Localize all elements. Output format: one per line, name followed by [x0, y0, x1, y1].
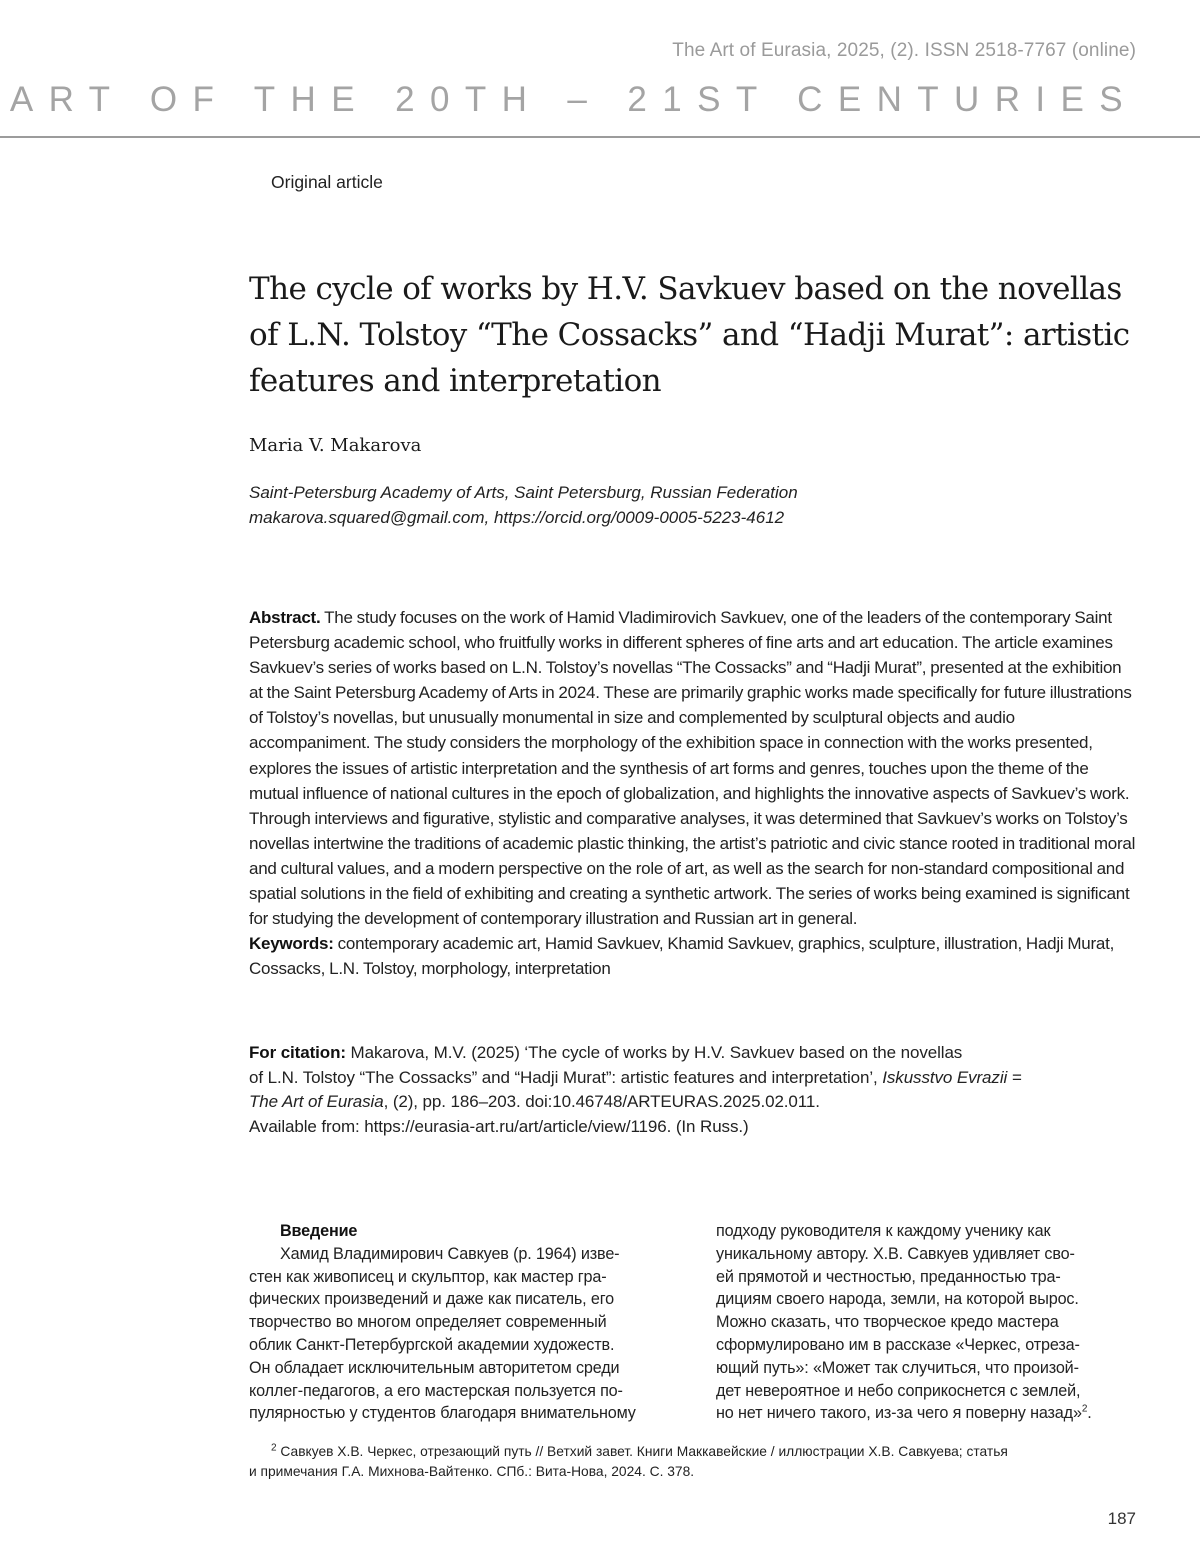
body-line: ющий путь»: «Может так случиться, что произой- [716, 1358, 1079, 1377]
footnote-line [249, 1442, 1149, 1462]
abstract [249, 605, 1139, 931]
section-heading: Введение [280, 1222, 358, 1240]
body-line [716, 1402, 1138, 1425]
citation-url[interactable]: Available from: https://eurasia-art.ru/art/article/view/1196. (In Russ.) [249, 1116, 749, 1136]
author-name: Maria V. Makarova [249, 435, 422, 456]
citation-text-1: Makarova, M.V. (2025) ‘The cycle of works by H.V. Savkuev based on the novellas [350, 1043, 963, 1062]
citation-label: For citation: [249, 1043, 346, 1062]
body-line: облик Санкт-Петербургской академии художеств. [249, 1335, 615, 1354]
body-line-punct: . [1087, 1404, 1092, 1423]
body-line: Хамид Владимирович Савкуев (р. 1964) изве- [280, 1244, 620, 1263]
abstract-label: Abstract. [249, 608, 321, 627]
footnote-line: и примечания Г.А. Михнова-Вайтенко. СПб.: Вита-Нова, 2024. С. 378. [249, 1464, 695, 1479]
body-line: дет невероятное и небо соприкоснется с землей, [716, 1381, 1081, 1400]
body-line: фических произведений и даже как писатель, его [249, 1290, 614, 1309]
body-column-left [249, 1220, 671, 1425]
body-column-right [716, 1220, 1138, 1425]
footnote [249, 1442, 1149, 1482]
body-line: уникальному автору. Х.В. Савкуев удивляет сво- [716, 1244, 1075, 1263]
author-affiliation-block [249, 480, 798, 530]
body-line: творчество во многом определяет современный [249, 1313, 607, 1332]
keywords-text: contemporary academic art, Hamid Savkuev, Khamid Savkuev, graphics, sculpture, illustration, Hadji Murat, Cossacks, L.N. Tolstoy, morphology, interpretation [249, 934, 1115, 979]
footnote-reference[interactable]: 2 [1081, 1403, 1088, 1415]
body-line: ей прямотой и честностью, преданностью тра- [716, 1267, 1061, 1286]
journal-name-en: The Art of Eurasia [249, 1092, 384, 1111]
body-line: коллег-педагогов, а его мастерская пользуется по- [249, 1381, 623, 1400]
keywords-label: Keywords: [249, 934, 334, 954]
citation-block [249, 1041, 1149, 1139]
footnote-text-1: Савкуев Х.В. Черкес, отрезающий путь // Ветхий завет. Книги Маккавейские / иллюстрации Х.В. Савкуева; статья [280, 1444, 1008, 1459]
affiliation: Saint-Petersburg Academy of Arts, Saint Petersburg, Russian Federation [249, 483, 798, 502]
citation-line [249, 1090, 1149, 1115]
citation-line [249, 1041, 1149, 1066]
header-divider [0, 136, 1200, 138]
keywords [249, 931, 1139, 981]
body-line: стен как живописец и скульптор, как мастер гра- [249, 1267, 607, 1286]
journal-citation-line: The Art of Eurasia, 2025, (2). ISSN 2518-7767 (online) [672, 40, 1136, 61]
journal-name-ru: Iskusstvo Evrazii = [882, 1067, 1022, 1087]
author-contact[interactable]: makarova.squared@gmail.com, https://orcid.org/0009-0005-5223-4612 [249, 508, 785, 527]
article-title: The cycle of works by H.V. Savkuev based on the novellas of L.N. Tolstoy “The Cossacks” and “Hadji Murat”: artistic features and interpretation [249, 271, 1130, 399]
body-line-text: но нет ничего такого, из-за чего я поверну назад» [716, 1404, 1082, 1423]
body-line: сформулировано им в рассказе «Черкес, отреза- [716, 1335, 1080, 1354]
section-title: ART OF THE 20TH – 21ST CENTURIES [9, 80, 1138, 119]
body-line: Он обладает исключительным авторитетом среди [249, 1358, 620, 1377]
abstract-text: The study focuses on the work of Hamid Vladimirovich Savkuev, one of the leaders of the contemporary Saint Petersburg academic school, who fruitfully works in different spheres of fine arts and art education. The article examines Savkuev’s series of works based on L.N. Tolstoy’s novellas “The Cossacks” and “Hadji Murat”, presented at the exhibition at the Saint Petersburg Academy of Arts in 2024. These are primarily graphic works made specifically for future illustrations of Tolstoy’s novellas, but unusually monumental in size and complemented by sculptural objects and audio accompaniment. The study considers the morphology of the exhibition space in connection with the works presented, explores the issues of artistic interpretation and the synthesis of art forms and genres, touches upon the theme of the mutual influence of national cultures in the epoch of globalization, and highlights the innovative aspects of Savkuev’s work. Through interviews and figurative, stylistic and comparative analyses, it was determined that Savkuev’s works on Tolstoy’s novellas intertwine the traditions of academic plastic thinking, the artist’s patriotic and civic stance rooted in traditional moral and cultural values, and a modern perspective on the role of art, as well as the search for non-standard compositional and spatial solutions in the field of exhibiting and creating a synthetic artwork. The series of works being examined is significant for studying the development of contemporary illustration and Russian art in general. [249, 608, 1136, 929]
body-line: подходу руководителя к каждому ученику как [716, 1222, 1051, 1240]
footnote-marker: 2 [271, 1442, 277, 1454]
article-type: Original article [271, 172, 383, 192]
page-number: 187 [1107, 1509, 1136, 1528]
body-line: пулярностью у студентов благодаря внимательному [249, 1404, 636, 1423]
body-line: дициям своего народа, земли, на которой вырос. [716, 1290, 1079, 1309]
citation-text-3: , (2), pp. 186–203. doi:10.46748/ARTEURAS.2025.02.011. [383, 1092, 820, 1111]
abstract-block [249, 605, 1139, 981]
body-line: Можно сказать, что творческое кредо мастера [716, 1313, 1059, 1332]
citation-text-2: of L.N. Tolstoy “The Cossacks” and “Hadji Murat”: artistic features and interpretation’, [249, 1067, 878, 1087]
citation-line [249, 1066, 1149, 1091]
